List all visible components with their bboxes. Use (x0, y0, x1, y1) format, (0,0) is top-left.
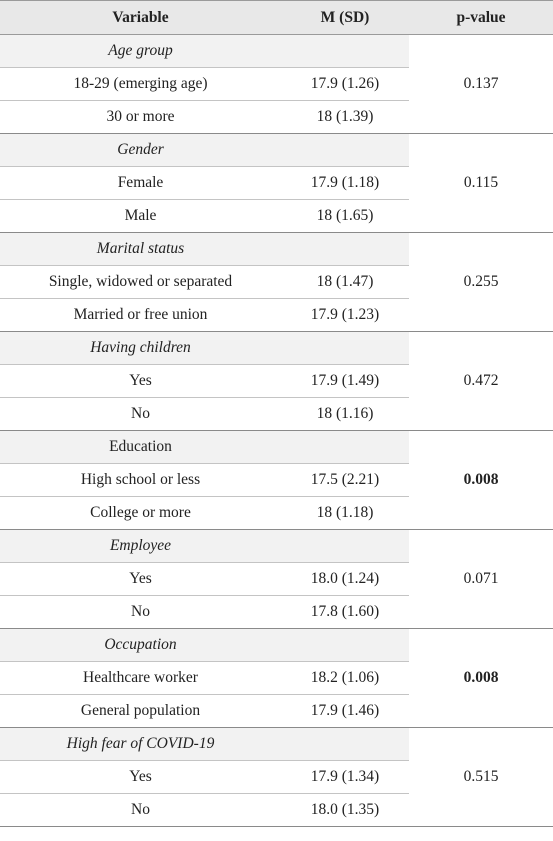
header-mean-sd: M (SD) (281, 1, 409, 35)
group-p-value: 0.071 (409, 530, 553, 629)
row-mean-sd: 18.0 (1.35) (281, 794, 409, 827)
header-variable: Variable (0, 1, 281, 35)
group-p-value: 0.115 (409, 134, 553, 233)
group-row (0, 431, 553, 464)
group-name: Having children (0, 332, 281, 365)
group-name: High fear of COVID-19 (0, 728, 281, 761)
group-row (0, 35, 553, 68)
row-mean-sd: 17.8 (1.60) (281, 596, 409, 629)
row-label: High school or less (0, 464, 281, 497)
group-mean-sd-empty (281, 728, 409, 761)
row-mean-sd: 17.9 (1.23) (281, 299, 409, 332)
table-header-row (0, 1, 553, 35)
group-mean-sd-empty (281, 530, 409, 563)
group-row (0, 134, 553, 167)
group-name: Marital status (0, 233, 281, 266)
row-label: 18-29 (emerging age) (0, 68, 281, 101)
row-mean-sd: 17.9 (1.26) (281, 68, 409, 101)
row-mean-sd: 18 (1.16) (281, 398, 409, 431)
group-p-value: 0.472 (409, 332, 553, 431)
group-row (0, 530, 553, 563)
row-mean-sd: 17.5 (2.21) (281, 464, 409, 497)
group-p-value: 0.255 (409, 233, 553, 332)
group-p-value: 0.008 (409, 629, 553, 728)
group-mean-sd-empty (281, 431, 409, 464)
row-label: Yes (0, 563, 281, 596)
group-mean-sd-empty (281, 233, 409, 266)
row-label: Yes (0, 365, 281, 398)
row-label: Female (0, 167, 281, 200)
row-label: No (0, 398, 281, 431)
row-label: Yes (0, 761, 281, 794)
row-label: No (0, 794, 281, 827)
group-row (0, 728, 553, 761)
group-mean-sd-empty (281, 332, 409, 365)
row-mean-sd: 18.2 (1.06) (281, 662, 409, 695)
header-p-value: p-value (409, 1, 553, 35)
group-p-value: 0.515 (409, 728, 553, 827)
row-mean-sd: 18 (1.39) (281, 101, 409, 134)
group-name: Occupation (0, 629, 281, 662)
row-label: General population (0, 695, 281, 728)
group-p-value: 0.008 (409, 431, 553, 530)
row-mean-sd: 18 (1.47) (281, 266, 409, 299)
group-row (0, 332, 553, 365)
group-name: Education (0, 431, 281, 464)
group-name: Gender (0, 134, 281, 167)
row-label: Married or free union (0, 299, 281, 332)
row-label: Single, widowed or separated (0, 266, 281, 299)
row-label: Male (0, 200, 281, 233)
table-body (0, 35, 553, 827)
group-mean-sd-empty (281, 35, 409, 68)
group-mean-sd-empty (281, 134, 409, 167)
group-mean-sd-empty (281, 629, 409, 662)
row-label: College or more (0, 497, 281, 530)
row-mean-sd: 18 (1.18) (281, 497, 409, 530)
row-mean-sd: 17.9 (1.46) (281, 695, 409, 728)
row-label: 30 or more (0, 101, 281, 134)
row-mean-sd: 18.0 (1.24) (281, 563, 409, 596)
row-mean-sd: 17.9 (1.18) (281, 167, 409, 200)
row-mean-sd: 17.9 (1.49) (281, 365, 409, 398)
group-row (0, 629, 553, 662)
row-mean-sd: 17.9 (1.34) (281, 761, 409, 794)
group-name: Age group (0, 35, 281, 68)
row-label: Healthcare worker (0, 662, 281, 695)
group-row (0, 233, 553, 266)
row-mean-sd: 18 (1.65) (281, 200, 409, 233)
group-p-value: 0.137 (409, 35, 553, 134)
row-label: No (0, 596, 281, 629)
group-name: Employee (0, 530, 281, 563)
